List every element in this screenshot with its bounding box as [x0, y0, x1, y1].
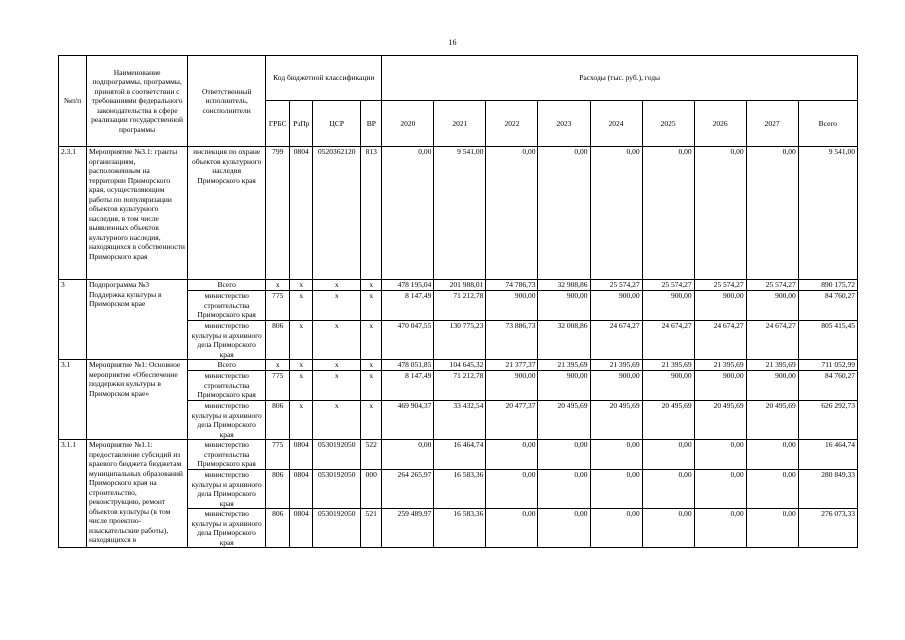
- row-2023: 0,00: [538, 440, 590, 470]
- table-header: [59, 56, 858, 147]
- row-vr: 000: [361, 470, 382, 509]
- row-2026: 21 395,69: [694, 360, 746, 371]
- row-2020: 264 265,97: [382, 470, 434, 509]
- row-grbs: 806: [266, 509, 290, 548]
- row-2022: 0,00: [486, 147, 538, 280]
- row-2023: 900,00: [538, 371, 590, 401]
- row-2022: 73 886,73: [486, 321, 538, 360]
- row-2023: 0,00: [538, 509, 590, 548]
- row-rzpr: 0804: [290, 440, 313, 470]
- row-2021: 201 988,01: [434, 280, 486, 291]
- budget-table: [58, 55, 858, 548]
- row-2022: 900,00: [486, 291, 538, 321]
- row-2025: 0,00: [642, 147, 694, 280]
- row-2027: 20 495,69: [746, 401, 798, 440]
- row-total: 711 052,99: [798, 360, 857, 371]
- row-total: 84 760,27: [798, 371, 857, 401]
- row-2027: 24 674,27: [746, 321, 798, 360]
- row-2021: 104 645,32: [434, 360, 486, 371]
- row-csr: x: [313, 371, 361, 401]
- row-2025: 20 495,69: [642, 401, 694, 440]
- row-grbs: 775: [266, 291, 290, 321]
- row-2024: 900,00: [590, 371, 642, 401]
- row-2025: 0,00: [642, 440, 694, 470]
- header-num: №п/п: [59, 56, 87, 147]
- header-row-1: [59, 56, 858, 101]
- row-2021: 33 432,54: [434, 401, 486, 440]
- row-2021: 16 583,36: [434, 509, 486, 548]
- table-row: [59, 280, 858, 291]
- row-2024: 0,00: [590, 440, 642, 470]
- row-rzpr: x: [290, 321, 313, 360]
- row-vr: x: [361, 280, 382, 291]
- row-csr: x: [313, 291, 361, 321]
- row-csr: x: [313, 401, 361, 440]
- row-2025: 25 574,27: [642, 280, 694, 291]
- row-name: Мероприятие №3.1: гранты организациям, расположенным на территории Приморского края, осуществляющим работы по популяризации объектов культурного наследия, в том числе выявленных объектов культурного наследия, находящихся в собственности Приморского края: [87, 147, 188, 280]
- row-total: 16 464,74: [798, 440, 857, 470]
- row-2026: 0,00: [694, 440, 746, 470]
- row-2024: 25 574,27: [590, 280, 642, 291]
- row-executor: министерство культуры и архивного дела Приморского края: [188, 509, 266, 548]
- header-year-2025: 2025: [642, 101, 694, 147]
- row-rzpr: 0804: [290, 470, 313, 509]
- row-grbs: 806: [266, 401, 290, 440]
- header-total: Всего: [798, 101, 857, 147]
- row-2027: 0,00: [746, 470, 798, 509]
- header-csr: ЦСР: [313, 101, 361, 147]
- row-csr: 0530192050: [313, 509, 361, 548]
- row-2022: 0,00: [486, 440, 538, 470]
- header-vr: ВР: [361, 101, 382, 147]
- row-2025: 24 674,27: [642, 321, 694, 360]
- row-vr: x: [361, 360, 382, 371]
- row-2026: 0,00: [694, 147, 746, 280]
- row-csr: x: [313, 360, 361, 371]
- row-rzpr: x: [290, 280, 313, 291]
- row-2025: 21 395,69: [642, 360, 694, 371]
- row-grbs: 799: [266, 147, 290, 280]
- row-2024: 0,00: [590, 147, 642, 280]
- row-2023: 0,00: [538, 147, 590, 280]
- row-2025: 0,00: [642, 509, 694, 548]
- row-2021: 9 541,00: [434, 147, 486, 280]
- row-2020: 8 147,49: [382, 371, 434, 401]
- row-rzpr: 0804: [290, 509, 313, 548]
- row-2022: 900,00: [486, 371, 538, 401]
- header-year-2027: 2027: [746, 101, 798, 147]
- row-2026: 20 495,69: [694, 401, 746, 440]
- row-number: 3: [59, 280, 87, 360]
- row-total: 805 415,45: [798, 321, 857, 360]
- row-executor: министерство строительства Приморского края: [188, 440, 266, 470]
- table-row: [59, 360, 858, 371]
- row-vr: x: [361, 371, 382, 401]
- row-2027: 25 574,27: [746, 280, 798, 291]
- header-grbs: ГРБС: [266, 101, 290, 147]
- header-executor: Ответственный исполнитель, соисполнители: [188, 56, 266, 147]
- row-rzpr: x: [290, 371, 313, 401]
- row-2022: 20 477,37: [486, 401, 538, 440]
- row-number: 3.1.1: [59, 440, 87, 548]
- row-vr: x: [361, 291, 382, 321]
- row-2024: 0,00: [590, 470, 642, 509]
- row-vr: 521: [361, 509, 382, 548]
- row-2024: 20 495,69: [590, 401, 642, 440]
- row-2026: 0,00: [694, 509, 746, 548]
- row-executor: министерство строительства Приморского края: [188, 291, 266, 321]
- row-vr: 522: [361, 440, 382, 470]
- row-2020: 0,00: [382, 440, 434, 470]
- row-csr: 0520362120: [313, 147, 361, 280]
- row-2020: 8 147,49: [382, 291, 434, 321]
- row-2023: 900,00: [538, 291, 590, 321]
- row-csr: 0530192050: [313, 470, 361, 509]
- row-2027: 900,00: [746, 371, 798, 401]
- row-vr: x: [361, 321, 382, 360]
- row-grbs: 806: [266, 470, 290, 509]
- row-total: 890 175,72: [798, 280, 857, 291]
- row-total: 9 541,00: [798, 147, 857, 280]
- row-2021: 71 212,78: [434, 291, 486, 321]
- header-name: Наименование подпрограммы, программы, принятой в соответствии с требованиями федерального законодательства в сфере реализации государственной программы: [87, 56, 188, 147]
- row-2024: 900,00: [590, 291, 642, 321]
- table-row: [59, 147, 858, 280]
- row-2024: 21 395,69: [590, 360, 642, 371]
- row-csr: x: [313, 280, 361, 291]
- row-rzpr: x: [290, 291, 313, 321]
- row-name: Мероприятие №1: Основное мероприятие «Обеспечение поддержки культуры в Приморском крае»: [87, 360, 188, 440]
- row-number: 2.3.1: [59, 147, 87, 280]
- row-executor: министерство культуры и архивного дела Приморского края: [188, 470, 266, 509]
- header-rzpr: РзПр: [290, 101, 313, 147]
- row-name: Мероприятие №1.1: предоставление субсидий из краевого бюджета бюджетам муниципальных образований Приморского края на строительство, реконструкцию, ремонт объектов культуры (в том числе проектно-изыскательские работы), находящихся в: [87, 440, 188, 548]
- row-2027: 21 395,69: [746, 360, 798, 371]
- row-2026: 900,00: [694, 371, 746, 401]
- row-2026: 0,00: [694, 470, 746, 509]
- row-grbs: x: [266, 280, 290, 291]
- row-2020: 259 489,97: [382, 509, 434, 548]
- row-2021: 71 212,78: [434, 371, 486, 401]
- row-rzpr: x: [290, 360, 313, 371]
- row-2023: 21 395,69: [538, 360, 590, 371]
- row-total: 276 073,33: [798, 509, 857, 548]
- row-executor: Всего: [188, 280, 266, 291]
- page-number: 16: [448, 38, 457, 47]
- header-expense-group: Расходы (тыс. руб.), годы: [382, 56, 858, 101]
- row-number: 3.1: [59, 360, 87, 440]
- row-2024: 0,00: [590, 509, 642, 548]
- row-total: 626 292,73: [798, 401, 857, 440]
- row-2025: 900,00: [642, 291, 694, 321]
- row-2022: 0,00: [486, 509, 538, 548]
- row-grbs: x: [266, 360, 290, 371]
- row-2023: 32 008,86: [538, 321, 590, 360]
- row-executor: Всего: [188, 360, 266, 371]
- row-2020: 478 051,85: [382, 360, 434, 371]
- row-2022: 0,00: [486, 470, 538, 509]
- row-2022: 21 377,37: [486, 360, 538, 371]
- row-vr: x: [361, 401, 382, 440]
- row-2027: 0,00: [746, 440, 798, 470]
- row-2026: 900,00: [694, 291, 746, 321]
- row-name: Подпрограмма №3 Поддержка культуры в Приморском крае: [87, 280, 188, 360]
- row-grbs: 775: [266, 371, 290, 401]
- row-grbs: 775: [266, 440, 290, 470]
- row-2021: 16 464,74: [434, 440, 486, 470]
- row-grbs: 806: [266, 321, 290, 360]
- row-2023: 0,00: [538, 470, 590, 509]
- row-2025: 900,00: [642, 371, 694, 401]
- row-rzpr: x: [290, 401, 313, 440]
- row-2021: 130 775,23: [434, 321, 486, 360]
- row-rzpr: 0804: [290, 147, 313, 280]
- row-2026: 24 674,27: [694, 321, 746, 360]
- row-2020: 470 047,55: [382, 321, 434, 360]
- row-2026: 25 574,27: [694, 280, 746, 291]
- row-2023: 32 908,86: [538, 280, 590, 291]
- row-2020: 0,00: [382, 147, 434, 280]
- row-2025: 0,00: [642, 470, 694, 509]
- row-2020: 469 904,37: [382, 401, 434, 440]
- row-2027: 0,00: [746, 509, 798, 548]
- header-year-2022: 2022: [486, 101, 538, 147]
- row-2027: 0,00: [746, 147, 798, 280]
- row-2021: 16 583,36: [434, 470, 486, 509]
- row-2023: 20 495,69: [538, 401, 590, 440]
- row-total: 280 849,33: [798, 470, 857, 509]
- header-year-2020: 2020: [382, 101, 434, 147]
- table-body: [59, 147, 858, 548]
- row-2022: 74 786,73: [486, 280, 538, 291]
- header-code-group: Код бюджетной классификации: [266, 56, 382, 101]
- row-csr: 0530192050: [313, 440, 361, 470]
- row-total: 84 760,27: [798, 291, 857, 321]
- row-2024: 24 674,27: [590, 321, 642, 360]
- row-2027: 900,00: [746, 291, 798, 321]
- header-year-2026: 2026: [694, 101, 746, 147]
- table-row: [59, 440, 858, 470]
- row-2020: 478 195,04: [382, 280, 434, 291]
- header-year-2021: 2021: [434, 101, 486, 147]
- header-year-2023: 2023: [538, 101, 590, 147]
- header-year-2024: 2024: [590, 101, 642, 147]
- row-executor: инспекция по охране объектов культурного наследия Приморского края: [188, 147, 266, 280]
- row-csr: x: [313, 321, 361, 360]
- row-vr: 813: [361, 147, 382, 280]
- row-executor: министерство культуры и архивного дела Приморского края: [188, 321, 266, 360]
- row-executor: министерство культуры и архивного дела Приморского края: [188, 401, 266, 440]
- row-executor: министерство строительства Приморского края: [188, 371, 266, 401]
